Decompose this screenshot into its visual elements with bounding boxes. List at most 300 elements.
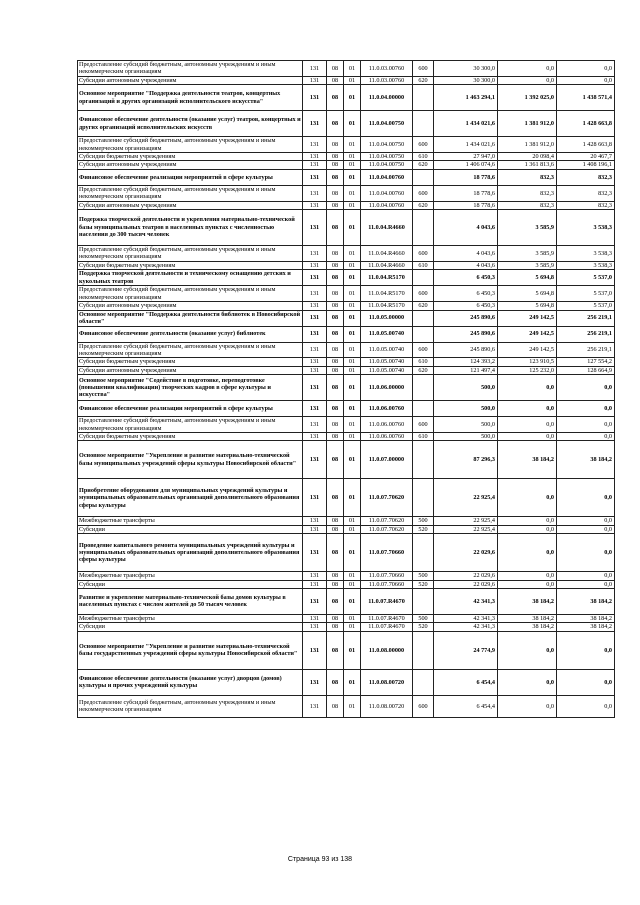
table-row <box>78 614 615 622</box>
row-amount-year3: 0,0 <box>557 61 615 77</box>
row-amount-year3: 20 467,7 <box>557 153 615 161</box>
row-subsection: 01 <box>344 270 361 286</box>
row-subsection: 01 <box>344 111 361 137</box>
row-subsection: 01 <box>344 76 361 84</box>
table-row <box>78 61 615 77</box>
row-amount-year2: 832,3 <box>498 185 557 201</box>
row-target-article: 11.0.04.00760 <box>361 185 413 201</box>
row-amount-year3: 1 438 571,4 <box>557 85 615 111</box>
row-amount-year1: 6 454,4 <box>434 669 498 695</box>
row-target-article: 11.0.05.00740 <box>361 358 413 366</box>
row-section: 08 <box>327 432 344 440</box>
row-target-article: 11.0.04.00760 <box>361 169 413 185</box>
row-subsection: 01 <box>344 588 361 614</box>
row-amount-year1: 4 043,6 <box>434 210 498 246</box>
row-amount-year2: 832,3 <box>498 169 557 185</box>
row-amount-year3: 127 554,2 <box>557 358 615 366</box>
row-grbs: 131 <box>303 153 327 161</box>
row-target-article: 11.0.05.00000 <box>361 310 413 326</box>
row-grbs: 131 <box>303 270 327 286</box>
row-section: 08 <box>327 358 344 366</box>
row-amount-year3: 0,0 <box>557 572 615 580</box>
row-target-article: 11.0.04.R5170 <box>361 270 413 286</box>
row-grbs: 131 <box>303 525 327 533</box>
table-row <box>78 153 615 161</box>
row-name: Финансовое обеспечение реализации мероприятий в сфере культуры <box>78 401 303 417</box>
row-expense-type <box>413 669 434 695</box>
row-grbs: 131 <box>303 631 327 669</box>
row-subsection: 01 <box>344 61 361 77</box>
row-expense-type: 620 <box>413 76 434 84</box>
row-name: Проведение капитального ремонта муниципальных учреждений культуры и муниципальных образовательных организаций дополнительного образования сферы культуры <box>78 534 303 572</box>
row-section: 08 <box>327 326 344 342</box>
row-expense-type: 600 <box>413 286 434 302</box>
row-amount-year2: 0,0 <box>498 61 557 77</box>
row-amount-year2: 5 694,8 <box>498 302 557 310</box>
row-amount-year3: 5 537,0 <box>557 286 615 302</box>
row-amount-year3: 0,0 <box>557 525 615 533</box>
row-name: Поддержка творческой деятельности и техническому оснащению детских и кукольных театров <box>78 270 303 286</box>
row-amount-year3: 0,0 <box>557 517 615 525</box>
row-amount-year3: 0,0 <box>557 631 615 669</box>
row-amount-year3: 3 538,3 <box>557 210 615 246</box>
row-target-article: 11.0.07.70620 <box>361 517 413 525</box>
row-expense-type: 500 <box>413 572 434 580</box>
row-grbs: 131 <box>303 417 327 433</box>
row-name: Основное мероприятие "Укрепление и развитие материально-технической базы государственных учреждений сферы культуры Новосибирской области" <box>78 631 303 669</box>
row-grbs: 131 <box>303 614 327 622</box>
row-subsection: 01 <box>344 479 361 517</box>
row-amount-year3: 832,3 <box>557 201 615 209</box>
row-subsection: 01 <box>344 246 361 262</box>
table-row <box>78 375 615 401</box>
row-section: 08 <box>327 631 344 669</box>
row-section: 08 <box>327 161 344 169</box>
row-amount-year3: 128 664,9 <box>557 366 615 374</box>
row-amount-year2: 1 361 813,6 <box>498 161 557 169</box>
row-name: Предоставление субсидий бюджетным, автономным учреждениям и иным некоммерческим организациям <box>78 342 303 358</box>
row-grbs: 131 <box>303 375 327 401</box>
row-target-article: 11.0.05.00740 <box>361 366 413 374</box>
row-section: 08 <box>327 201 344 209</box>
row-amount-year2: 20 098,4 <box>498 153 557 161</box>
table-row <box>78 358 615 366</box>
row-amount-year1: 4 043,6 <box>434 261 498 269</box>
row-target-article: 11.0.04.R5170 <box>361 286 413 302</box>
row-section: 08 <box>327 479 344 517</box>
row-name: Предоставление субсидий бюджетным, автономным учреждениям и иным некоммерческим организациям <box>78 286 303 302</box>
row-subsection: 01 <box>344 517 361 525</box>
row-subsection: 01 <box>344 210 361 246</box>
row-subsection: 01 <box>344 185 361 201</box>
row-expense-type: 500 <box>413 517 434 525</box>
row-expense-type: 600 <box>413 417 434 433</box>
row-amount-year1: 1 434 021,6 <box>434 111 498 137</box>
table-row <box>78 246 615 262</box>
row-expense-type <box>413 326 434 342</box>
row-amount-year1: 22 925,4 <box>434 517 498 525</box>
row-name: Субсидии автономным учреждениям <box>78 161 303 169</box>
row-target-article: 11.0.03.00760 <box>361 61 413 77</box>
row-expense-type <box>413 534 434 572</box>
row-section: 08 <box>327 342 344 358</box>
row-section: 08 <box>327 375 344 401</box>
row-amount-year2: 123 910,5 <box>498 358 557 366</box>
row-name: Предоставление субсидий бюджетным, автономным учреждениям и иным некоммерческим организациям <box>78 185 303 201</box>
row-target-article: 11.0.08.00000 <box>361 631 413 669</box>
row-amount-year3: 38 184,2 <box>557 614 615 622</box>
row-grbs: 131 <box>303 669 327 695</box>
row-section: 08 <box>327 210 344 246</box>
row-target-article: 11.0.06.00760 <box>361 401 413 417</box>
row-name: Финансовое обеспечение реализации мероприятий в сфере культуры <box>78 169 303 185</box>
row-section: 08 <box>327 286 344 302</box>
table-row <box>78 326 615 342</box>
table-row <box>78 534 615 572</box>
row-amount-year3: 0,0 <box>557 534 615 572</box>
row-amount-year3: 0,0 <box>557 580 615 588</box>
row-grbs: 131 <box>303 479 327 517</box>
row-grbs: 131 <box>303 286 327 302</box>
row-amount-year3: 38 184,2 <box>557 588 615 614</box>
row-subsection: 01 <box>344 695 361 717</box>
row-subsection: 01 <box>344 161 361 169</box>
row-amount-year2: 38 184,2 <box>498 441 557 479</box>
row-target-article: 11.0.04.00750 <box>361 111 413 137</box>
row-amount-year1: 6 450,3 <box>434 286 498 302</box>
row-section: 08 <box>327 441 344 479</box>
table-row <box>78 623 615 631</box>
row-target-article: 11.0.07.R4670 <box>361 614 413 622</box>
row-section: 08 <box>327 517 344 525</box>
row-grbs: 131 <box>303 572 327 580</box>
row-target-article: 11.0.04.00000 <box>361 85 413 111</box>
row-expense-type <box>413 441 434 479</box>
row-name: Субсидии автономным учреждениям <box>78 366 303 374</box>
row-amount-year1: 245 890,6 <box>434 342 498 358</box>
row-amount-year1: 121 497,4 <box>434 366 498 374</box>
row-grbs: 131 <box>303 161 327 169</box>
row-grbs: 131 <box>303 201 327 209</box>
table-row <box>78 286 615 302</box>
row-expense-type <box>413 111 434 137</box>
row-name: Субсидии <box>78 525 303 533</box>
row-section: 08 <box>327 366 344 374</box>
row-amount-year3: 0,0 <box>557 432 615 440</box>
row-grbs: 131 <box>303 580 327 588</box>
row-amount-year2: 0,0 <box>498 534 557 572</box>
row-amount-year1: 500,0 <box>434 432 498 440</box>
row-name: Субсидии автономным учреждениям <box>78 302 303 310</box>
row-subsection: 01 <box>344 432 361 440</box>
row-amount-year3: 3 538,3 <box>557 246 615 262</box>
row-expense-type <box>413 401 434 417</box>
row-amount-year1: 6 450,3 <box>434 270 498 286</box>
row-amount-year2: 249 142,5 <box>498 326 557 342</box>
table-row <box>78 695 615 717</box>
row-target-article: 11.0.04.R4660 <box>361 261 413 269</box>
table-row <box>78 669 615 695</box>
row-name: Субсидии бюджетным учреждениям <box>78 432 303 440</box>
row-expense-type: 610 <box>413 432 434 440</box>
table-row <box>78 76 615 84</box>
row-section: 08 <box>327 525 344 533</box>
row-amount-year2: 0,0 <box>498 695 557 717</box>
row-section: 08 <box>327 310 344 326</box>
row-name: Субсидии бюджетным учреждениям <box>78 358 303 366</box>
row-grbs: 131 <box>303 210 327 246</box>
row-name: Основное мероприятие "Содействие в подготовке, переподготовке (повышении квалификации) творческих кадров в сфере культуры и искусства" <box>78 375 303 401</box>
row-grbs: 131 <box>303 366 327 374</box>
row-subsection: 01 <box>344 302 361 310</box>
row-amount-year1: 18 778,6 <box>434 169 498 185</box>
row-amount-year1: 22 925,4 <box>434 525 498 533</box>
row-amount-year3: 256 219,1 <box>557 326 615 342</box>
row-amount-year3: 256 219,1 <box>557 310 615 326</box>
row-expense-type: 520 <box>413 580 434 588</box>
row-grbs: 131 <box>303 185 327 201</box>
row-amount-year3: 1 408 196,1 <box>557 161 615 169</box>
budget-table-body <box>78 61 615 718</box>
row-expense-type: 600 <box>413 342 434 358</box>
row-subsection: 01 <box>344 286 361 302</box>
budget-table-sheet <box>77 60 614 718</box>
row-section: 08 <box>327 85 344 111</box>
row-expense-type: 620 <box>413 161 434 169</box>
row-expense-type: 500 <box>413 614 434 622</box>
row-grbs: 131 <box>303 137 327 153</box>
row-expense-type: 610 <box>413 261 434 269</box>
table-row <box>78 631 615 669</box>
row-section: 08 <box>327 246 344 262</box>
row-section: 08 <box>327 401 344 417</box>
row-subsection: 01 <box>344 375 361 401</box>
table-row <box>78 525 615 533</box>
row-amount-year2: 3 585,9 <box>498 210 557 246</box>
row-amount-year1: 22 029,6 <box>434 534 498 572</box>
row-subsection: 01 <box>344 310 361 326</box>
row-amount-year3: 0,0 <box>557 479 615 517</box>
row-name: Субсидии бюджетным учреждениям <box>78 153 303 161</box>
row-subsection: 01 <box>344 261 361 269</box>
row-expense-type: 520 <box>413 525 434 533</box>
row-expense-type <box>413 479 434 517</box>
row-amount-year1: 6 454,4 <box>434 695 498 717</box>
row-amount-year2: 38 184,2 <box>498 614 557 622</box>
row-subsection: 01 <box>344 153 361 161</box>
row-target-article: 11.0.05.00740 <box>361 326 413 342</box>
row-amount-year1: 245 890,6 <box>434 326 498 342</box>
row-subsection: 01 <box>344 580 361 588</box>
row-amount-year1: 18 778,6 <box>434 185 498 201</box>
row-amount-year3: 1 428 663,8 <box>557 111 615 137</box>
row-target-article: 11.0.04.00750 <box>361 137 413 153</box>
row-amount-year2: 1 392 025,0 <box>498 85 557 111</box>
row-expense-type <box>413 270 434 286</box>
row-grbs: 131 <box>303 358 327 366</box>
row-target-article: 11.0.07.70660 <box>361 580 413 588</box>
row-subsection: 01 <box>344 669 361 695</box>
row-amount-year2: 3 585,9 <box>498 246 557 262</box>
row-amount-year1: 500,0 <box>434 401 498 417</box>
row-subsection: 01 <box>344 342 361 358</box>
row-amount-year2: 0,0 <box>498 631 557 669</box>
row-section: 08 <box>327 695 344 717</box>
row-name: Субсидии бюджетным учреждениям <box>78 261 303 269</box>
row-section: 08 <box>327 614 344 622</box>
row-amount-year2: 0,0 <box>498 432 557 440</box>
row-section: 08 <box>327 572 344 580</box>
row-section: 08 <box>327 417 344 433</box>
row-subsection: 01 <box>344 623 361 631</box>
row-amount-year2: 832,3 <box>498 201 557 209</box>
row-amount-year1: 30 300,0 <box>434 61 498 77</box>
row-amount-year3: 0,0 <box>557 417 615 433</box>
row-grbs: 131 <box>303 588 327 614</box>
row-subsection: 01 <box>344 441 361 479</box>
row-name: Субсидии <box>78 580 303 588</box>
row-amount-year1: 500,0 <box>434 375 498 401</box>
row-expense-type: 600 <box>413 185 434 201</box>
row-amount-year1: 27 947,0 <box>434 153 498 161</box>
row-target-article: 11.0.07.R4670 <box>361 623 413 631</box>
row-expense-type <box>413 85 434 111</box>
row-expense-type: 600 <box>413 137 434 153</box>
table-row <box>78 441 615 479</box>
row-target-article: 11.0.07.70660 <box>361 572 413 580</box>
row-name: Основное мероприятие "Поддержка деятельности библиотек в Новосибирской области" <box>78 310 303 326</box>
table-row <box>78 270 615 286</box>
row-expense-type: 600 <box>413 695 434 717</box>
row-section: 08 <box>327 185 344 201</box>
table-row <box>78 210 615 246</box>
row-expense-type <box>413 375 434 401</box>
row-grbs: 131 <box>303 310 327 326</box>
row-expense-type: 620 <box>413 201 434 209</box>
row-expense-type <box>413 169 434 185</box>
row-subsection: 01 <box>344 358 361 366</box>
table-row <box>78 201 615 209</box>
row-grbs: 131 <box>303 623 327 631</box>
table-row <box>78 517 615 525</box>
row-subsection: 01 <box>344 525 361 533</box>
row-target-article: 11.0.04.R4660 <box>361 246 413 262</box>
row-grbs: 131 <box>303 169 327 185</box>
row-target-article: 11.0.05.00740 <box>361 342 413 358</box>
table-row <box>78 401 615 417</box>
row-amount-year2: 0,0 <box>498 580 557 588</box>
table-row <box>78 85 615 111</box>
row-section: 08 <box>327 623 344 631</box>
row-section: 08 <box>327 169 344 185</box>
row-expense-type: 600 <box>413 246 434 262</box>
row-name: Предоставление субсидий бюджетным, автономным учреждениям и иным некоммерческим организациям <box>78 246 303 262</box>
row-grbs: 131 <box>303 85 327 111</box>
row-amount-year1: 24 774,9 <box>434 631 498 669</box>
row-section: 08 <box>327 669 344 695</box>
row-name: Субсидии автономным учреждениям <box>78 76 303 84</box>
row-subsection: 01 <box>344 326 361 342</box>
row-name: Предоставление субсидий бюджетным, автономным учреждениям и иным некоммерческим организациям <box>78 61 303 77</box>
row-name: Межбюджетные трансферты <box>78 614 303 622</box>
row-name: Финансовое обеспечение деятельности (оказание услуг) дворцов (домов) культуры и прочих учреждений культуры <box>78 669 303 695</box>
table-row <box>78 417 615 433</box>
row-name: Основное мероприятие "Поддержка деятельности театров, концертных организаций и других организаций исполнительского искусства" <box>78 85 303 111</box>
row-expense-type: 620 <box>413 302 434 310</box>
table-row <box>78 310 615 326</box>
row-grbs: 131 <box>303 534 327 572</box>
row-name: Предоставление субсидий бюджетным, автономным учреждениям и иным некоммерческим организациям <box>78 137 303 153</box>
row-section: 08 <box>327 588 344 614</box>
row-expense-type <box>413 631 434 669</box>
row-amount-year3: 38 184,2 <box>557 441 615 479</box>
row-amount-year2: 38 184,2 <box>498 623 557 631</box>
row-amount-year1: 1 406 074,6 <box>434 161 498 169</box>
row-amount-year2: 0,0 <box>498 517 557 525</box>
row-subsection: 01 <box>344 631 361 669</box>
page-footer: Страница 93 из 138 <box>287 856 353 863</box>
row-section: 08 <box>327 61 344 77</box>
row-amount-year1: 42 341,3 <box>434 623 498 631</box>
row-section: 08 <box>327 302 344 310</box>
row-subsection: 01 <box>344 534 361 572</box>
row-amount-year1: 22 029,6 <box>434 580 498 588</box>
row-name: Приобретение оборудования для муниципальных учреждений культуры и муниципальных образовательных организаций дополнительного образования сферы культуры <box>78 479 303 517</box>
row-amount-year2: 0,0 <box>498 375 557 401</box>
row-grbs: 131 <box>303 432 327 440</box>
row-subsection: 01 <box>344 169 361 185</box>
row-target-article: 11.0.06.00760 <box>361 417 413 433</box>
row-subsection: 01 <box>344 401 361 417</box>
table-row <box>78 342 615 358</box>
table-row <box>78 572 615 580</box>
row-target-article: 11.0.04.00750 <box>361 153 413 161</box>
row-name: Подержка творческой деятельности и укрепления материально-технической базы муниципальных театров в населенных пунктах с численностью населения до 300 тысяч человек <box>78 210 303 246</box>
table-row <box>78 161 615 169</box>
row-amount-year2: 0,0 <box>498 479 557 517</box>
row-amount-year1: 124 393,2 <box>434 358 498 366</box>
table-row <box>78 111 615 137</box>
table-row <box>78 137 615 153</box>
row-grbs: 131 <box>303 61 327 77</box>
row-amount-year3: 5 537,0 <box>557 302 615 310</box>
row-target-article: 11.0.08.00720 <box>361 669 413 695</box>
row-amount-year2: 0,0 <box>498 417 557 433</box>
row-name: Финансовое обеспечение деятельности (оказание услуг) театров, концертных и других организаций исполнительских искусств <box>78 111 303 137</box>
row-grbs: 131 <box>303 246 327 262</box>
row-amount-year3: 0,0 <box>557 669 615 695</box>
row-name: Субсидии автономным учреждениям <box>78 201 303 209</box>
row-name: Предоставление субсидий бюджетным, автономным учреждениям и иным некоммерческим организациям <box>78 695 303 717</box>
table-row <box>78 479 615 517</box>
row-grbs: 131 <box>303 302 327 310</box>
table-row <box>78 366 615 374</box>
row-subsection: 01 <box>344 572 361 580</box>
row-amount-year2: 0,0 <box>498 669 557 695</box>
row-name: Межбюджетные трансферты <box>78 517 303 525</box>
row-name: Финансовое обеспечение деятельности (оказание услуг) библиотек <box>78 326 303 342</box>
row-name: Межбюджетные трансферты <box>78 572 303 580</box>
row-amount-year1: 42 341,3 <box>434 614 498 622</box>
row-grbs: 131 <box>303 695 327 717</box>
row-subsection: 01 <box>344 614 361 622</box>
row-grbs: 131 <box>303 326 327 342</box>
row-target-article: 11.0.08.00720 <box>361 695 413 717</box>
row-expense-type: 520 <box>413 623 434 631</box>
row-amount-year1: 6 450,3 <box>434 302 498 310</box>
table-row <box>78 580 615 588</box>
row-target-article: 11.0.07.70660 <box>361 534 413 572</box>
